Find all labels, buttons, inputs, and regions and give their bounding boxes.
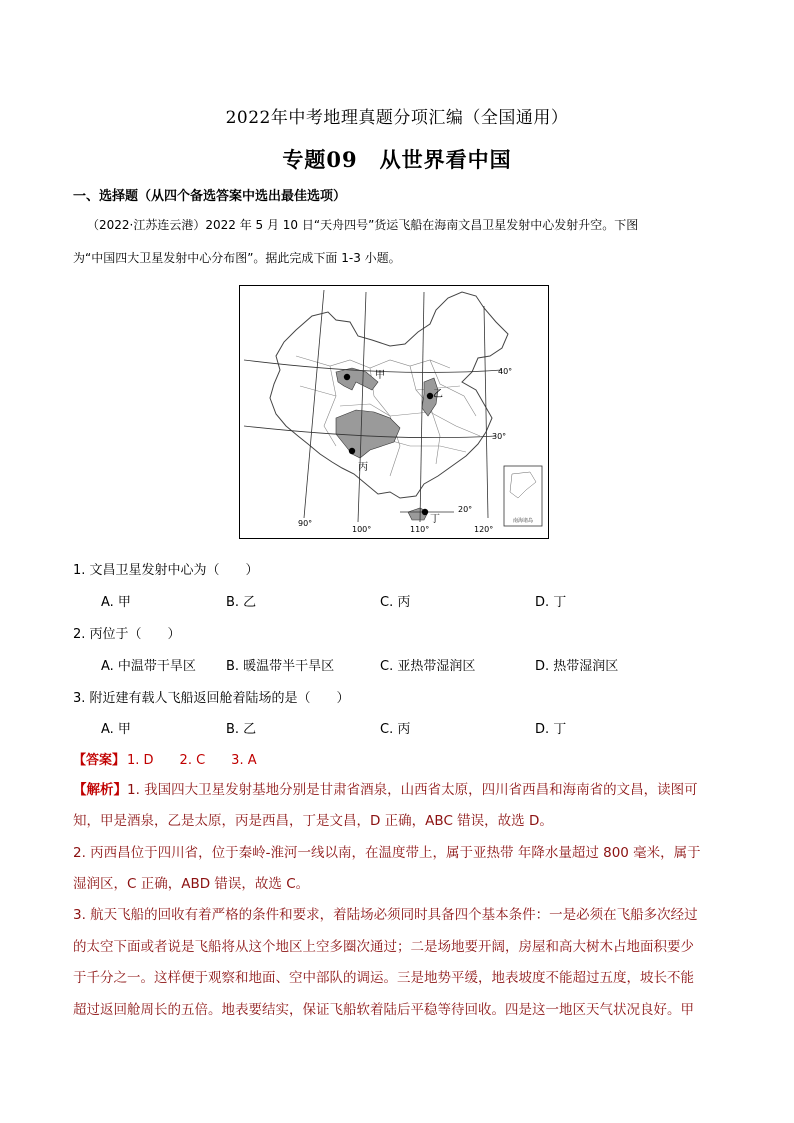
explanation-line-4: 湿润区，C 正确，ABD 错误，故选 C。 [73, 876, 310, 892]
q2-option-b: B. 暖温带半干旱区 [226, 659, 335, 674]
china-launch-center-map [239, 285, 549, 539]
q1-option-a: A. 甲 [101, 595, 131, 610]
question-3-stem: 3. 附近建有载人飞船返回舱着陆场的是（ ） [73, 691, 350, 706]
explanation-tag: 【解析】 [73, 782, 127, 798]
explanation-text-1: 1. 我国四大卫星发射基地分别是甘肃省酒泉，山西省太原，四川省西昌和海南省的文昌，读图可 [127, 782, 698, 798]
label-lat20: 20° [458, 505, 473, 514]
q1-option-b: B. 乙 [226, 595, 257, 610]
label-lon90: 90° [298, 519, 313, 528]
label-yi: 乙 [433, 389, 443, 400]
inset-label: 南海诸岛 [512, 518, 534, 524]
question-intro-line-1: （2022·江苏连云港）2022 年 5 月 10 日“天舟四号”货运飞船在海南文昌卫星发射中心发射升空。下图 [87, 218, 639, 232]
label-lat40: 40° [498, 367, 513, 376]
q2-option-c: C. 亚热带湿润区 [380, 659, 476, 674]
china-outline [270, 292, 508, 498]
label-lon120: 120° [474, 525, 494, 534]
q3-option-a: A. 甲 [101, 722, 131, 737]
question-intro-line-2: 为“中国四大卫星发射中心分布图”。据此完成下面 1-3 小题。 [73, 251, 401, 265]
q1-option-d: D. 丁 [535, 595, 567, 610]
label-lon110: 110° [410, 525, 430, 534]
inset-box [504, 466, 542, 526]
question-1-stem: 1. 文昌卫星发射中心为（ ） [73, 563, 259, 578]
map-svg [240, 286, 548, 538]
q3-option-b: B. 乙 [226, 722, 257, 737]
topic-title: 专题09 从世界看中国 [282, 147, 512, 172]
q2-option-d: D. 热带湿润区 [535, 659, 619, 674]
explanation-line-5: 3. 航天飞船的回收有着严格的条件和要求，着陆场必须同时具备四个基本条件：一是必须在飞船多次经过 [73, 907, 698, 923]
label-ding: 丁 [430, 514, 440, 525]
explanation-line-3: 2. 丙西昌位于四川省，位于秦岭-淮河一线以南，在温度带上，属于亚热带 年降水量超过 800 毫米，属于 [73, 845, 701, 861]
point-bing [349, 448, 355, 454]
explanation-line-6: 的太空下面或者说是飞船将从这个地区上空多圈次通过；二是场地要开阔，房屋和高大树木占地面积要少 [73, 939, 694, 955]
point-ding [422, 509, 428, 515]
question-2-stem: 2. 丙位于（ ） [73, 627, 181, 642]
label-lat30: 30° [492, 432, 507, 441]
point-jia [344, 374, 350, 380]
q1-option-c: C. 丙 [380, 595, 411, 610]
label-jia: 甲 [375, 370, 385, 381]
explanation-line-2: 知，甲是酒泉，乙是太原，丙是西昌，丁是文昌，D 正确，ABC 错误，故选 D。 [73, 813, 553, 829]
label-lon100: 100° [352, 525, 372, 534]
label-bing: 丙 [358, 462, 368, 473]
explanation-line-7: 于千分之一。这样便于观察和地面、空中部队的调运。三是地势平缓，地表坡度不能超过五度，坡长不能 [73, 970, 694, 986]
document-title: 2022年中考地理真题分项汇编（全国通用） [225, 108, 569, 128]
answer-tag: 【答案】 [73, 753, 126, 768]
explanation-line-8: 超过返回舱周长的五倍。地表要结实，保证飞船软着陆后平稳等待回收。四是这一地区天气状况良好。甲 [73, 1002, 694, 1018]
q3-option-d: D. 丁 [535, 722, 567, 737]
explanation-line-1 [73, 775, 723, 805]
answer-text: 1. D 2. C 3. A [127, 753, 257, 768]
section-heading: 一、选择题（从四个备选答案中选出最佳选项） [73, 189, 347, 204]
q3-option-c: C. 丙 [380, 722, 411, 737]
q2-option-a: A. 中温带干旱区 [101, 659, 196, 674]
answer-block [73, 749, 257, 768]
